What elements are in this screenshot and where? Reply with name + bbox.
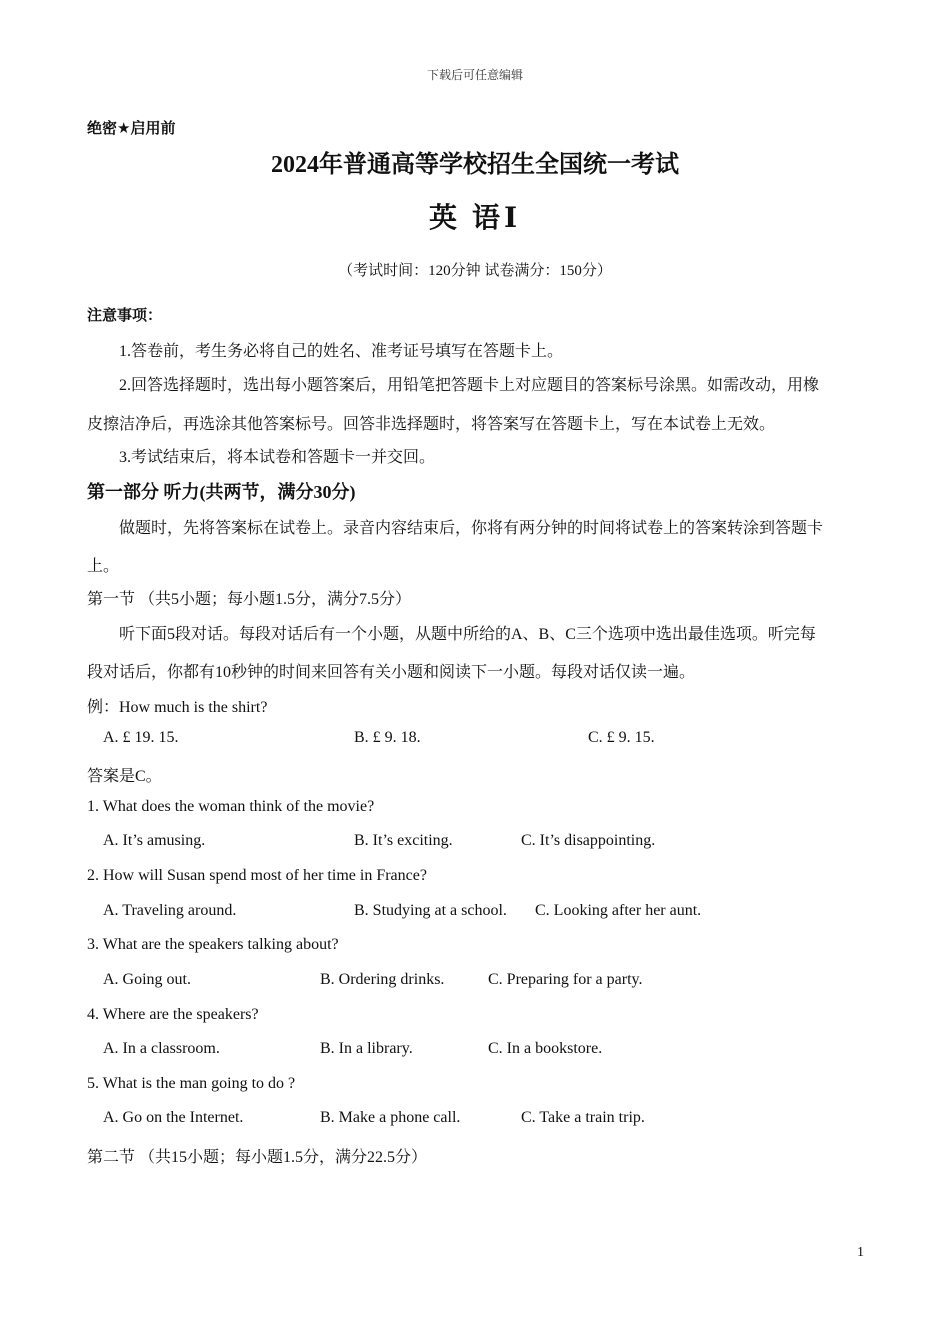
question-5-option-b: B. Make a phone call. (320, 1109, 461, 1126)
note-item-2-line-2: 皮擦洁净后，再选涂其他答案标号。回答非选择题时，将答案写在答题卡上，写在本试卷上无效。 (87, 416, 776, 433)
question-4-option-c: C. In a bookstore. (488, 1040, 603, 1057)
subject-title: 英 语Ⅰ (428, 203, 522, 234)
section1-heading: 第一节 （共5小题；每小题1.5分，满分7.5分） (87, 591, 412, 608)
question-3: 3. What are the speakers talking about? (87, 936, 339, 953)
question-2: 2. How will Susan spend most of her time in France? (87, 867, 427, 884)
part1-instruction-line-2: 上。 (87, 558, 120, 575)
confidential-label: 绝密★启用前 (87, 119, 176, 137)
notes-heading: 注意事项： (87, 306, 163, 324)
question-1-option-b: B. It’s exciting. (354, 832, 453, 849)
page-number: 1 (857, 1245, 864, 1260)
question-2-option-a: A. Traveling around. (103, 902, 237, 919)
question-5-option-a: A. Go on the Internet. (103, 1109, 244, 1126)
note-item-1: 1.答卷前，考生务必将自己的姓名、准考证号填写在答题卡上。 (119, 343, 564, 360)
question-3-option-a: A. Going out. (103, 971, 191, 988)
section2-heading: 第二节 （共15小题；每小题1.5分，满分22.5分） (87, 1149, 428, 1166)
part1-heading: 第一部分 听力(共两节，满分30分) (87, 482, 356, 502)
example-option-a: A. £ 19. 15. (103, 729, 179, 746)
section1-instruction-line-1: 听下面5段对话。每段对话后有一个小题，从题中所给的A、B、C三个选项中选出最佳选项。听完每 (119, 626, 816, 643)
example-answer: 答案是C。 (87, 768, 162, 785)
question-2-option-b: B. Studying at a school. (354, 902, 507, 919)
question-5-option-c: C. Take a train trip. (521, 1109, 645, 1126)
question-4-option-a: A. In a classroom. (103, 1040, 220, 1057)
section1-instruction-line-2: 段对话后，你都有10秒钟的时间来回答有关小题和阅读下一小题。每段对话仅读一遍。 (87, 664, 696, 681)
question-3-option-c: C. Preparing for a party. (488, 971, 643, 988)
page-header-note: 下载后可任意编辑 (426, 68, 523, 82)
question-5: 5. What is the man going to do ? (87, 1075, 296, 1092)
note-item-3: 3.考试结束后，将本试卷和答题卡一并交回。 (119, 449, 436, 466)
part1-instruction-line-1: 做题时，先将答案标在试卷上。录音内容结束后，你将有两分钟的时间将试卷上的答案转涂到答题卡 (119, 520, 824, 537)
question-4: 4. Where are the speakers? (87, 1006, 259, 1023)
exam-info: （考试时间：120分钟 试卷满分：150分） (338, 263, 612, 279)
example-option-c: C. £ 9. 15. (588, 729, 655, 746)
question-3-option-b: B. Ordering drinks. (320, 971, 445, 988)
example-question: 例：How much is the shirt? (87, 699, 268, 716)
question-1-option-c: C. It’s disappointing. (521, 832, 656, 849)
question-4-option-b: B. In a library. (320, 1040, 413, 1057)
question-1: 1. What does the woman think of the movie? (87, 798, 375, 815)
exam-title: 2024年普通高等学校招生全国统一考试 (271, 152, 679, 178)
note-item-2-line-1: 2.回答选择题时，选出每小题答案后，用铅笔把答题卡上对应题目的答案标号涂黑。如需改动，用橡 (119, 377, 820, 394)
example-option-b: B. £ 9. 18. (354, 729, 421, 746)
question-2-option-c: C. Looking after her aunt. (535, 902, 702, 919)
question-1-option-a: A. It’s amusing. (103, 832, 206, 849)
